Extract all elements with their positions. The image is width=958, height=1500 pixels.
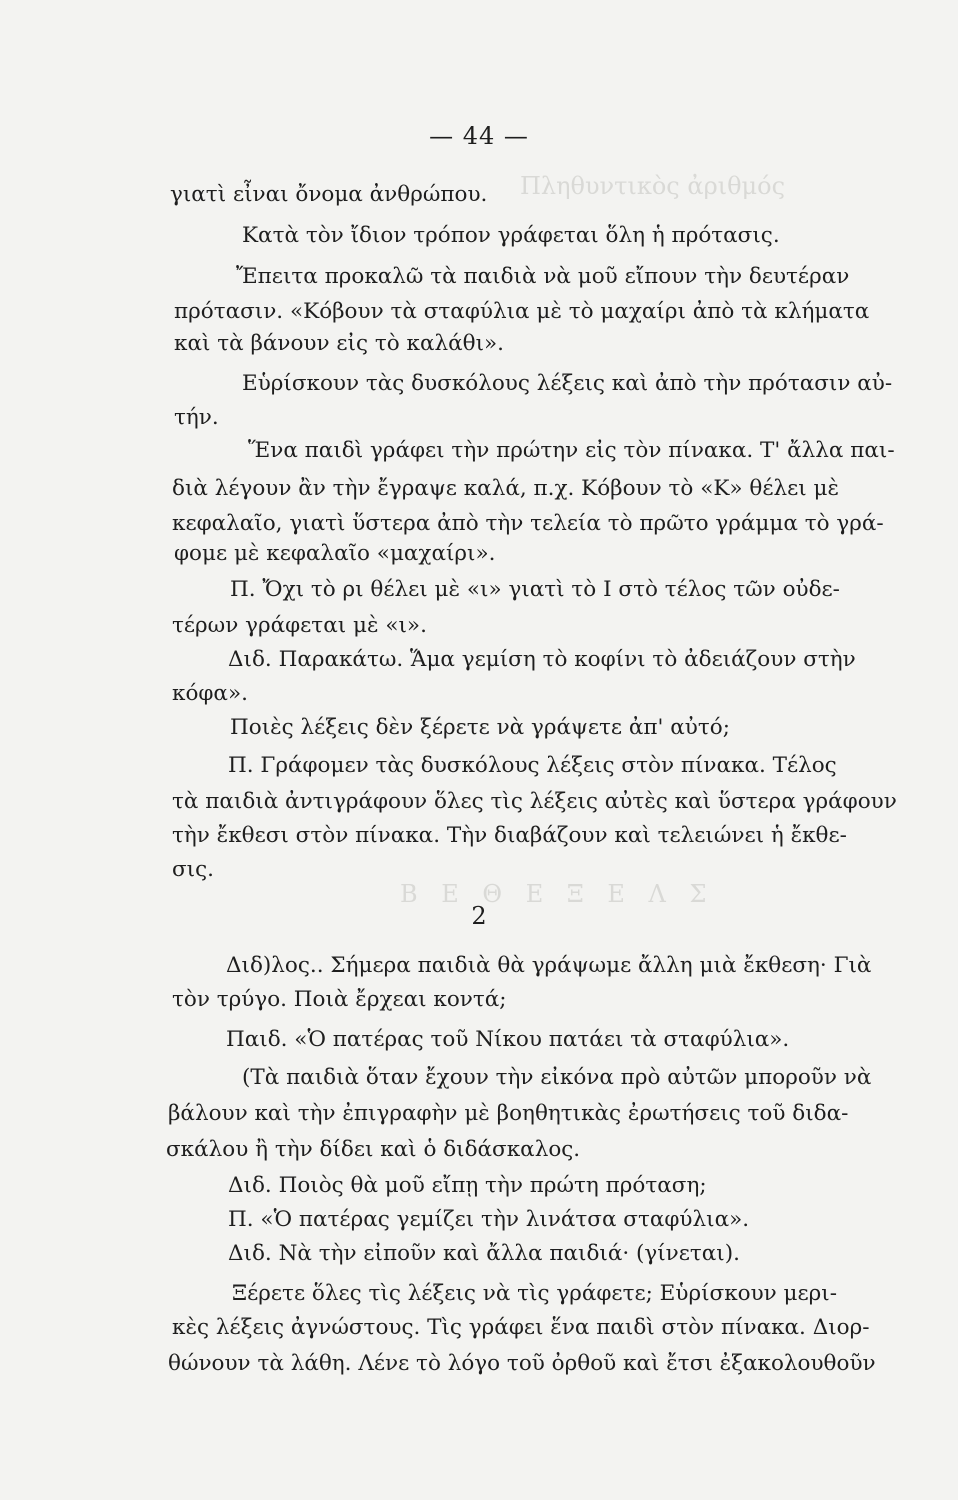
text-line: Ἕνα παιδὶ γράφει τὴν πρώτην εἰς τὸν πίνακα. Τ' ἄλλα παι-: [248, 438, 895, 463]
text-line: Διδ. Νὰ τὴν εἰποῦν καὶ ἄλλα παιδιά· (γίνεται).: [228, 1241, 740, 1266]
text-line: γιατὶ εἶναι ὄνομα ἀνθρώπου.: [170, 182, 488, 207]
text-line: Π. Ὄχι τὸ ρι θέλει μὲ «ι» γιατὶ τὸ Ι στὸ τέλος τῶν οὐδε-: [230, 577, 840, 602]
text-line: Ξέρετε ὅλες τὶς λέξεις νὰ τὶς γράφετε; Εὑρίσκουν μερι-: [232, 1281, 837, 1306]
text-line: τήν.: [174, 405, 219, 430]
text-line: Παιδ. «Ὁ πατέρας τοῦ Νίκου πατάει τὰ σταφύλια».: [226, 1027, 790, 1052]
page-number: — 44 —: [429, 122, 529, 150]
text-line: Κατὰ τὸν ἴδιον τρόπον γράφεται ὅλη ἡ πρότασις.: [242, 223, 780, 248]
text-line: (Τὰ παιδιὰ ὅταν ἔχουν τὴν εἰκόνα πρὸ αὐτῶν μποροῦν νὰ: [242, 1065, 872, 1090]
text-line: τέρων γράφεται μὲ «ι».: [172, 613, 427, 638]
text-line: καὶ τὰ βάνουν εἰς τὸ καλάθι».: [174, 331, 504, 356]
bleed-through-heading: Β Ε Θ Ε Ξ Ε Λ Σ: [400, 880, 715, 908]
text-line: θώνουν τὰ λάθη. Λένε τὸ λόγο τοῦ ὀρθοῦ καὶ ἔτσι ἐξακολουθοῦν: [168, 1351, 876, 1376]
text-line: κὲς λέξεις ἀγνώστους. Τὶς γράφει ἕνα παιδὶ στὸν πίνακα. Διορ-: [172, 1315, 870, 1340]
bleed-through-heading: Πληθυντικὸς ἀριθμός: [520, 172, 786, 200]
text-line: Ἔπειτα προκαλῶ τὰ παιδιὰ νὰ μοῦ εἴπουν τὴν δευτέραν: [236, 264, 850, 289]
text-line: τὴν ἔκθεσι στὸν πίνακα. Τὴν διαβάζουν καὶ τελειώνει ἡ ἔκθε-: [172, 823, 847, 848]
text-line: Διδ)λος.. Σήμερα παιδιὰ θὰ γράψωμε ἄλλη μιὰ ἔκθεση· Γιὰ: [226, 953, 872, 978]
text-line: Ποιὲς λέξεις δὲν ξέρετε νὰ γράψετε ἀπ' αὐτό;: [230, 715, 730, 740]
text-line: Π. «Ὁ πατέρας γεμίζει τὴν λινάτσα σταφύλια».: [228, 1207, 750, 1232]
text-line: σις.: [172, 857, 214, 882]
text-line: πρότασιν. «Κόβουν τὰ σταφύλια μὲ τὸ μαχαίρι ἀπὸ τὰ κλήματα: [174, 299, 870, 324]
text-line: βάλουν καὶ τὴν ἐπιγραφὴν μὲ βοηθητικὰς ἐρωτήσεις τοῦ διδα-: [168, 1101, 849, 1126]
text-line: φομε μὲ κεφαλαῖο «μαχαίρι».: [174, 541, 496, 566]
text-line: Διδ. Ποιὸς θὰ μοῦ εἴπῃ τὴν πρώτη πρόταση;: [228, 1173, 707, 1198]
text-line: τὸν τρύγο. Ποιὰ ἔρχεαι κοντά;: [172, 987, 507, 1012]
text-line: τὰ παιδιὰ ἀντιγράφουν ὅλες τὶς λέξεις αὐτὲς καὶ ὕστερα γράφουν: [172, 789, 897, 814]
text-line: Διδ. Παρακάτω. Ἅμα γεμίση τὸ κοφίνι τὸ ἀδειάζουν στὴν: [228, 647, 856, 672]
text-line: κεφαλαῖο, γιατὶ ὕστερα ἀπὸ τὴν τελεία τὸ πρῶτο γράμμα τὸ γρά-: [172, 511, 884, 536]
text-line: Π. Γράφομεν τὰς δυσκόλους λέξεις στὸν πίνακα. Τέλος: [228, 753, 837, 778]
text-line: Εὑρίσκουν τὰς δυσκόλους λέξεις καὶ ἀπὸ τὴν πρότασιν αὐ-: [242, 371, 893, 396]
text-line: σκάλου ἢ τὴν δίδει καὶ ὁ διδάσκαλος.: [166, 1137, 581, 1162]
text-line: κόφα».: [172, 681, 248, 706]
section-number: 2: [471, 902, 487, 930]
text-line: διὰ λέγουν ἂν τὴν ἔγραψε καλά, π.χ. Κόβουν τὸ «Κ» θέλει μὲ: [172, 476, 840, 501]
